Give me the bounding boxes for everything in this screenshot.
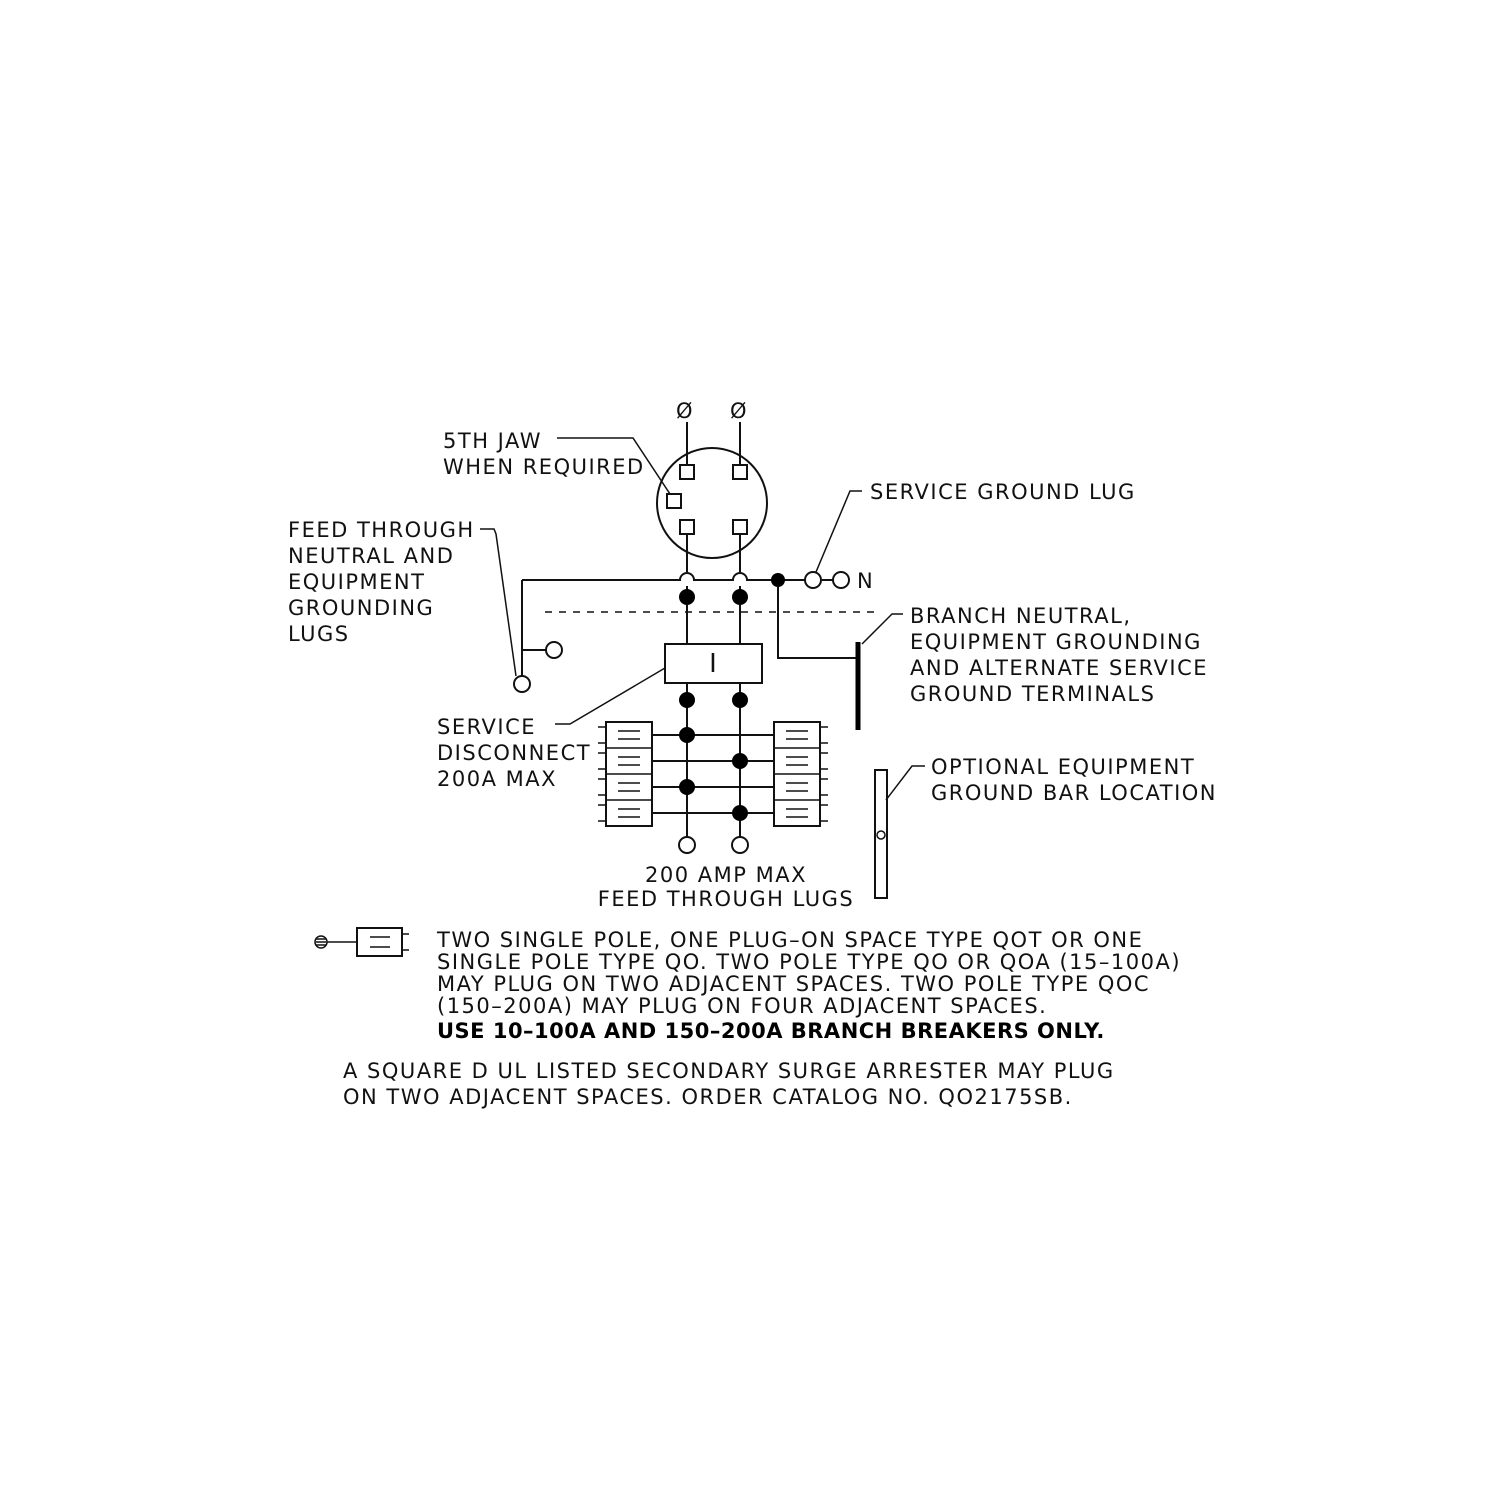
meter-socket [657,448,767,558]
branch-neutral-label: EQUIPMENT GROUNDING [910,630,1202,654]
phase-a-symbol: Ø [676,399,695,423]
neutral-label: N [857,569,875,593]
feed-through-neutral-lug [514,676,530,692]
neutral-junction [771,573,785,587]
fifth-jaw [667,494,681,508]
feed-through-label: FEED THROUGH [288,518,475,542]
feed-through-ground-lug [546,642,562,658]
meter-jaw [733,465,747,479]
service-disconnect-leader [555,668,665,724]
right-breaker-stack [774,722,828,826]
feed-through-label: NEUTRAL AND [288,544,455,568]
feed-through-lug [679,837,695,853]
feed-through-lug [732,837,748,853]
legend-note: SINGLE POLE TYPE QO. TWO POLE TYPE QO OR QOA (15–100A) [437,950,1182,974]
bus-connection-dot [732,805,748,821]
neutral-bus [522,573,805,580]
service-disconnect-label: SERVICE [437,715,537,739]
feed-through-lugs-label: FEED THROUGH LUGS [597,887,855,911]
feed-through-label: GROUNDING [288,596,435,620]
branch-neutral-label: BRANCH NEUTRAL, [910,604,1132,628]
bus-connection-dot [732,692,748,708]
service-ground-lug-terminal [805,572,821,588]
legend-breaker-box [357,928,402,956]
bus-connection-dot [679,692,695,708]
meter-jaw [733,520,747,534]
legend-note: (150–200A) MAY PLUG ON FOUR ADJACENT SPACES. [437,994,1048,1018]
service-ground-lug-leader [816,491,862,572]
branch-neutral-label: AND ALTERNATE SERVICE [910,656,1209,680]
optional-ground-label: OPTIONAL EQUIPMENT [931,755,1196,779]
branch-neutral-feed-line [778,587,858,658]
branch-neutral-leader [862,614,903,644]
bus-connection-dot [732,753,748,769]
fifth-jaw-label: 5TH JAW [443,429,542,453]
disconnect-symbol: I [709,649,717,679]
surge-arrester-note: ON TWO ADJACENT SPACES. ORDER CATALOG NO. QO2175SB. [343,1085,1073,1109]
optional-ground-label: GROUND BAR LOCATION [931,781,1217,805]
feed-through-lugs-label: 200 AMP MAX [645,863,807,887]
legend-note: TWO SINGLE POLE, ONE PLUG–ON SPACE TYPE QOT OR ONE [437,928,1144,952]
surge-arrester-note: A SQUARE D UL LISTED SECONDARY SURGE ARRESTER MAY PLUG [343,1059,1115,1083]
bus-connection-dot [679,727,695,743]
bus-connection-dot [679,589,695,605]
bus-connection-dot [732,589,748,605]
bus-connection-dot [679,779,695,795]
phase-b-symbol: Ø [730,399,749,423]
service-ground-lug-label: SERVICE GROUND LUG [870,480,1136,504]
feed-through-label: LUGS [288,622,350,646]
service-disconnect-label: DISCONNECT [437,741,592,765]
legend-bold-note: USE 10–100A AND 150–200A BRANCH BREAKERS ONLY. [437,1019,1105,1043]
branch-neutral-label: GROUND TERMINALS [910,682,1156,706]
service-disconnect-label: 200A MAX [437,767,557,791]
left-breaker-stack [598,722,652,826]
optional-ground-leader [886,766,925,800]
ground-bar-hole [877,831,885,839]
neutral-terminal [833,572,849,588]
legend-note: MAY PLUG ON TWO ADJACENT SPACES. TWO POLE TYPE QOC [437,972,1151,996]
meter-jaw [680,465,694,479]
feed-through-label: EQUIPMENT [288,570,426,594]
meter-jaw [680,520,694,534]
legend-breaker-icon [315,928,409,956]
feed-through-leader [480,529,516,676]
fifth-jaw-label: WHEN REQUIRED [443,455,645,479]
